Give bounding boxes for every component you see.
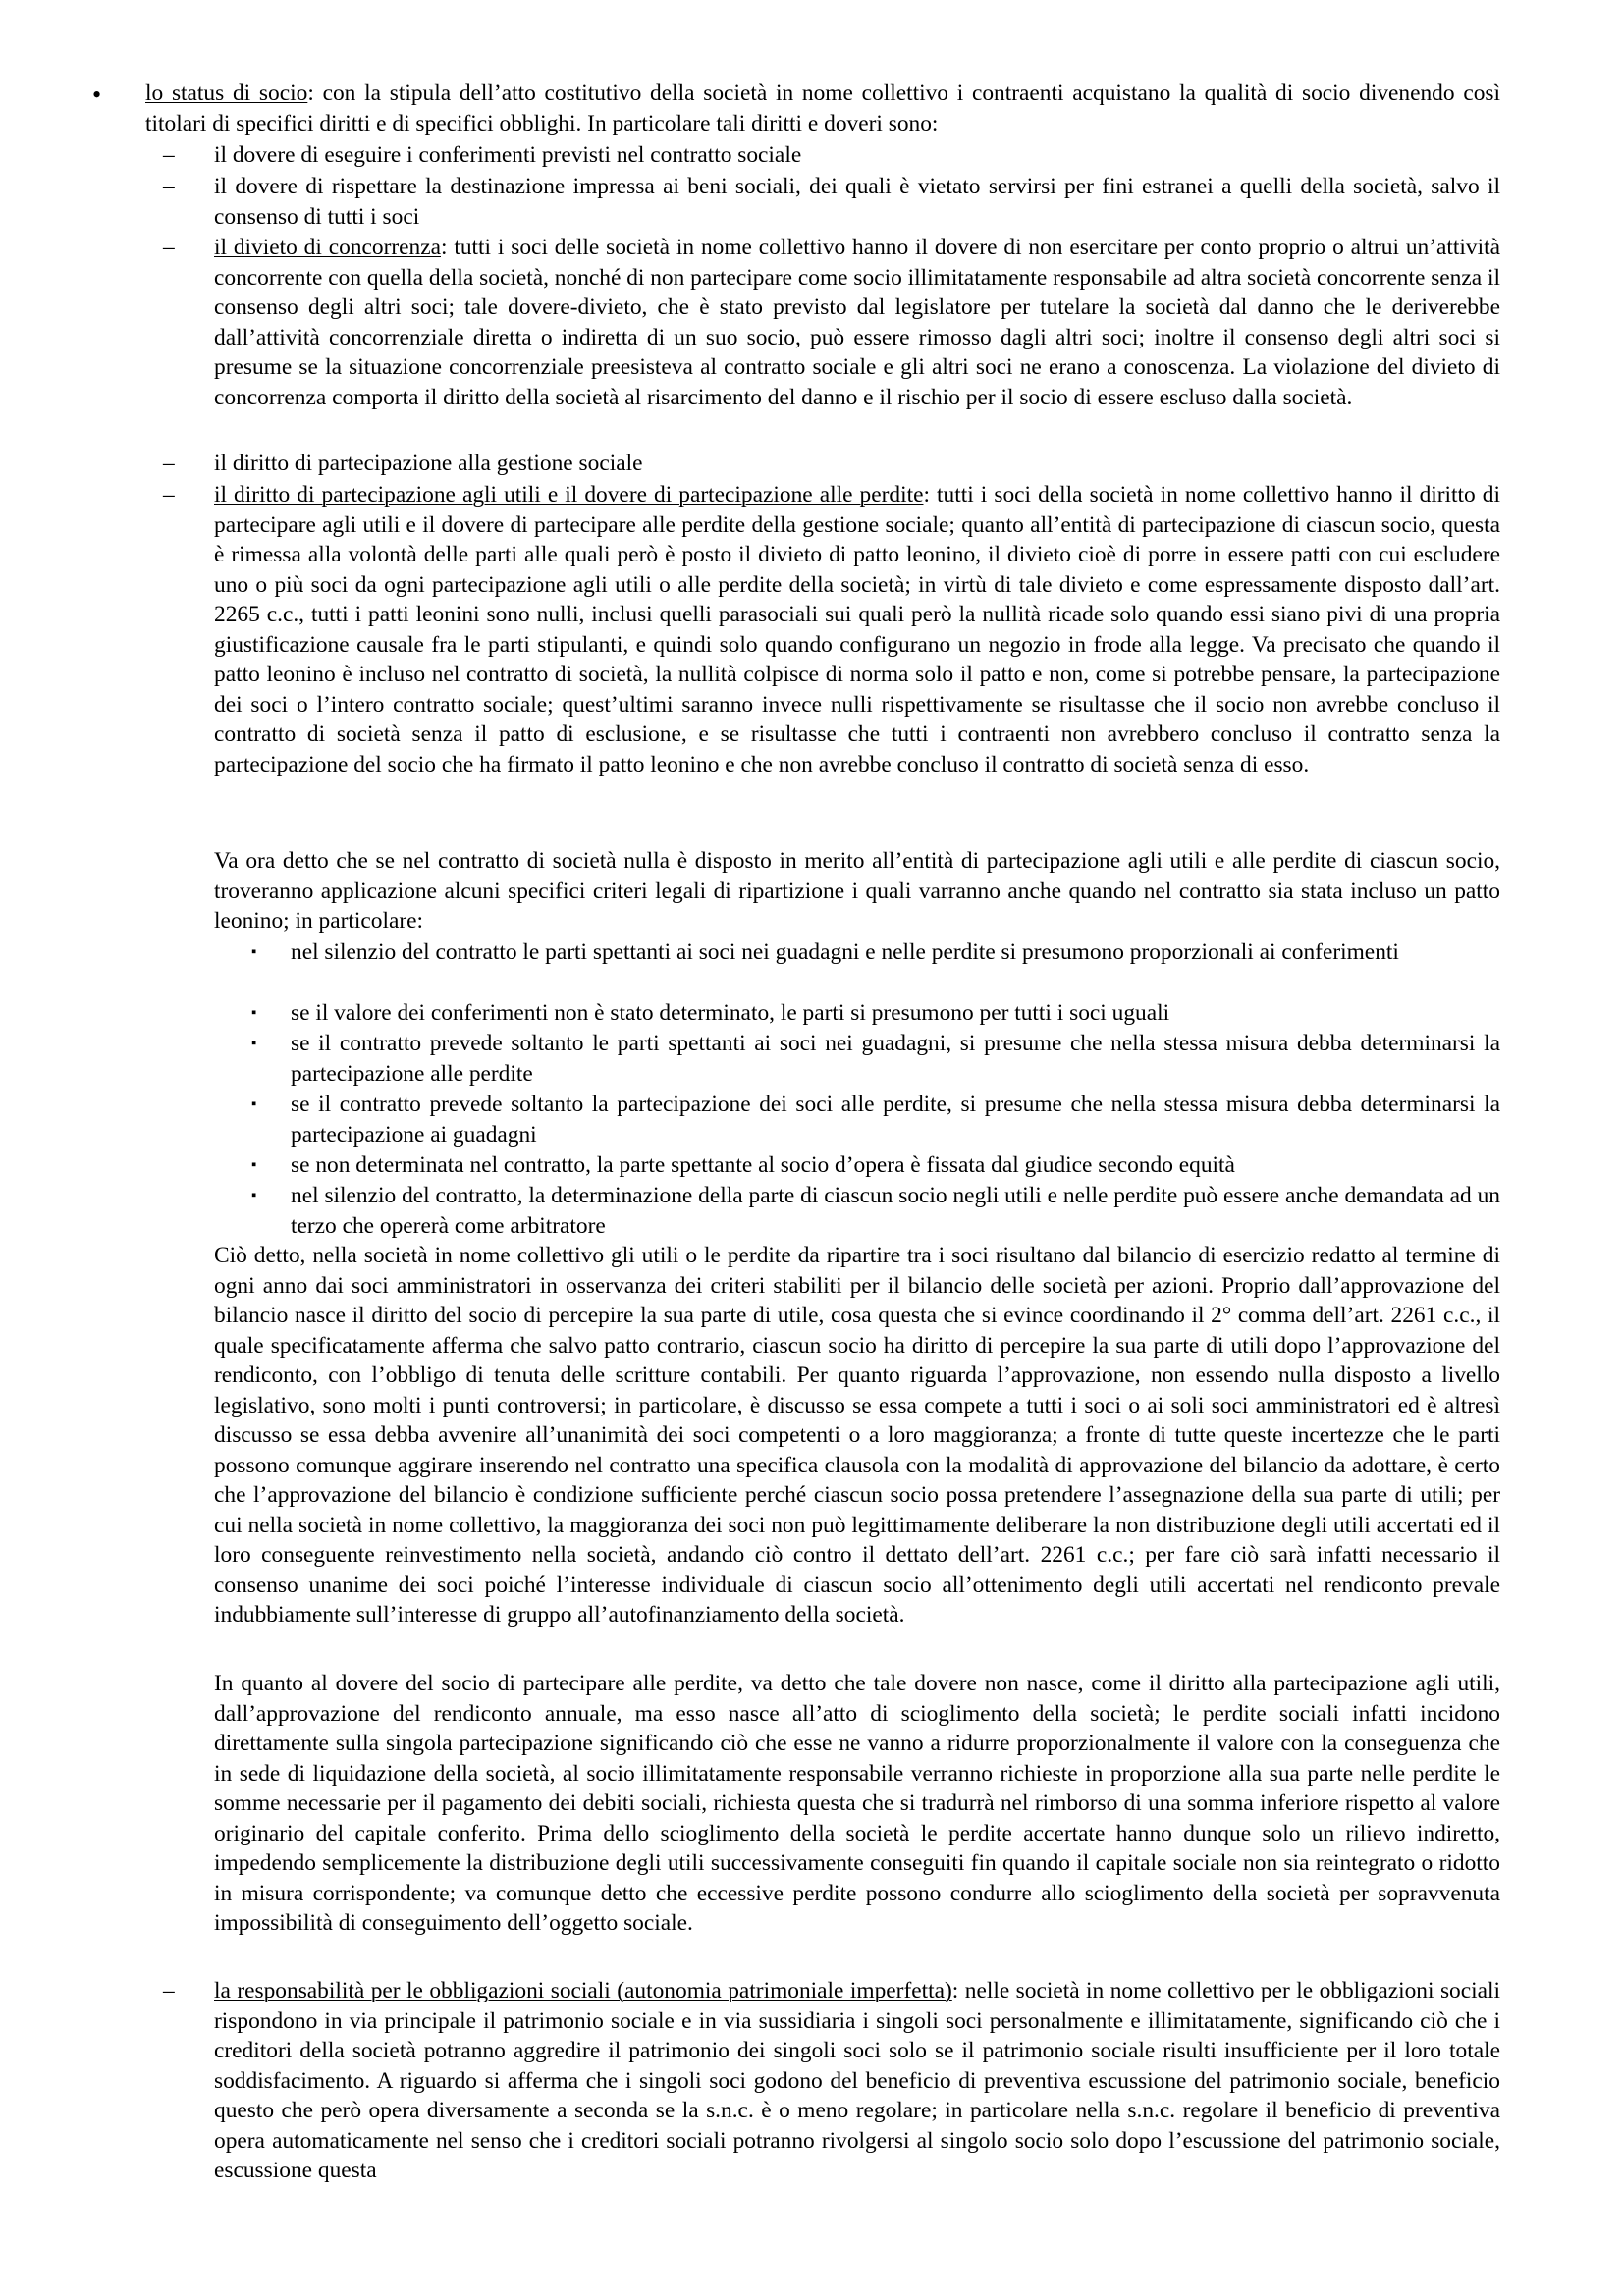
item6-title: la responsabilità per le obbligazioni sociali (autonomia patrimoniale imperfetta)	[214, 1978, 952, 2003]
dash-icon: –	[163, 451, 175, 476]
item6-text: : nelle società in nome collettivo per le obbligazioni sociali rispondono in via principale il patrimonio sociale e in via sussidiaria i singoli soci personalmente e illimitatamente, significando ciò che i creditori della società potranno aggredire il patrimonio dei singoli soci solo se il patrimonio sociale risulti insufficiente per il loro totale soddisfacimento. A riguardo si afferma che i singoli soci godono del beneficio di preventiva escussione del patrimonio sociale, beneficio questo che però opera diversamente a seconda se la s.n.c. è o meno regolare; in particolare nella s.n.c. regolare il beneficio di preventiva opera automaticamente nel senso che i creditori sociali potranno rivolgersi al singolo socio solo dopo l’escussione del patrimonio sociale, escussione questa	[214, 1978, 1501, 2183]
dash-icon: –	[163, 142, 175, 168]
square-bullet-icon: ▪	[251, 1188, 257, 1203]
intro-title: lo status di socio	[145, 80, 308, 106]
item5-paragraph-2: Va ora detto che se nel contratto di società nulla è disposto in merito all’entità di partecipazione agli utili e alle perdite di ciascun socio, troveranno applicazione alcuni specifici criteri legali di ripartizione i quali varranno anche quando nel contratto sia stata incluso un patto leonino; in particolare:	[214, 848, 1500, 934]
item3-title: il divieto di concorrenza	[214, 235, 441, 260]
item5-paragraph-3: Ciò detto, nella società in nome collettivo gli utili o le perdite da ripartire tra i soci risultano dal bilancio di esercizio redatto al termine di ogni anno dai soci amministratori in osservanza dei criteri stabiliti per il bilancio delle società per azioni. Proprio dall’approvazione del bilancio nasce il diritto del socio di percepire la sua parte di utile, cosa questa che si evince coordinando il 2° comma dell’art. 2261 c.c., il quale specificatamente afferma che salvo patto contrario, ciascun socio ha diritto di percepire la sua parte di utili dopo l’approvazione del rendiconto, con l’obbligo di tenuta delle scritture contabili. Per quanto riguarda l’approvazione, non essendo nulla disposto a livello legislativo, sono molti i punti controversi; in particolare, è discusso se essa compete a tutti i soci o ai soli soci amministratori ed è altresì discusso se essa debba avvenire all’unanimità dei soci competenti o a loro maggioranza; a fronte di tutte queste incertezze che le parti possono comunque aggirare inserendo nel contratto una specifica clausola con la modalità di approvazione del bilancio da adottare, è certo che l’approvazione del bilancio è condizione sufficiente perché ciascun socio possa pretendere l’assegnazione della sua parte di utili; per cui nella società in nome collettivo, la maggioranza dei soci non può legittimamente deliberare la non distribuzione degli utili accertati ed il loro conseguente reinvestimento nella società, andando ciò contro il dettato dell’art. 2261 c.c.; per fare ciò sarà infatti necessario il consenso unanime dei soci poiché l’interesse individuale di ciascun socio all’ottenimento degli utili accertati nel rendiconto prevale indubbiamente sull’interesse di gruppo all’autofinanziamento della società.	[214, 1243, 1500, 1628]
list-item-destinazione-beni: il dovere di rispettare la destinazione impressa ai beni sociali, dei quali è vietato servirsi per fini estranei a quelli della società, salvo il consenso di tutti i soci	[214, 174, 1500, 230]
item5-paragraph-4: In quanto al dovere del socio di partecipare alle perdite, va detto che tale dovere non nasce, come il diritto alla partecipazione agli utili, dall’approvazione del rendiconto annuale, ma esso nasce all’atto di scioglimento della società; le perdite sociali infatti incidono direttamente sulla singola partecipazione significando ciò che esse ne vanno a ridurre proporzionalmente il valore con la conseguenza che in sede di liquidazione della società, al socio illimitatamente responsabile verranno richieste in proporzione alla sua parte nelle perdite le somme necessarie per il pagamento dei debiti sociali, richiesta questa che si tradurrà nel rimborso di una somma inferiore rispetto al valore originario del capitale conferito. Prima dello scioglimento della società le perdite accertate hanno dunque solo un rilievo indiretto, impedendo semplicemente la distribuzione degli utili successivamente conseguiti fin quando il capitale sociale non sia reintegrato o ridotto in misura corrispondente; va comunque detto che eccessive perdite possono condurre allo scioglimento della società per sopravvenuta impossibilità di conseguimento dell’oggetto sociale.	[214, 1671, 1500, 1936]
criteria-item: se il contratto prevede soltanto la partecipazione dei soci alle perdite, si presume che nella stessa misura debba determinarsi la partecipazione ai guadagni	[291, 1092, 1500, 1148]
list-item-gestione-sociale: il diritto di partecipazione alla gestione sociale	[214, 451, 643, 476]
criteria-item: se il valore dei conferimenti non è stato determinato, le parti si presumono per tutti i soci uguali	[291, 1000, 1170, 1026]
square-bullet-icon: ▪	[251, 1036, 257, 1051]
item5-text: : tutti i soci della società in nome collettivo hanno il diritto di partecipare agli utili e il dovere di partecipare alle perdite della gestione sociale; quanto all’entità di partecipazione di ciascun socio, questa è rimessa alla volontà delle parti alle quali però è posto il divieto di patto leonino, il divieto cioè di porre in essere patti con cui escludere uno o più soci da ogni partecipazione agli utili o alle perdite della società; in virtù di tale divieto e come espressamente disposto dall’art. 2265 c.c., tutti i patti leonini sono nulli, inclusi quelli parasociali sui quali però la nullità ricade solo quando essi siano pivi di una propria giustificazione causale fra le parti stipulanti, e quindi solo quando configurano un negozio in frode alla legge. Va precisato che quando il patto leonino è incluso nel contratto di società, la nullità colpisce di norma solo il patto e non, come si potrebbe pensare, la partecipazione dei soci o l’intero contratto sociale; quest’ultimi saranno invece nulli rispettivamente se risultasse che il socio non avrebbe concluso il contratto di società senza il patto di esclusione, e se risultasse che tutti i contraenti non avrebbero concluso il contratto senza la partecipazione del socio che ha firmato il patto leonino e che non avrebbe concluso il contratto di società senza di esso.	[214, 482, 1500, 777]
intro-text: : con la stipula dell’atto costitutivo della società in nome collettivo i contraenti acquistano la qualità di socio divenendo così titolari di specifici diritti e di specifici obblighi. In particolare tali diritti e doveri sono:	[145, 80, 1500, 136]
dash-icon: –	[163, 1978, 175, 2003]
list-item-responsabilita	[214, 1976, 1500, 2186]
list-item-conferimenti: il dovere di eseguire i conferimenti previsti nel contratto sociale	[214, 142, 802, 168]
criteria-item: nel silenzio del contratto le parti spettanti ai soci nei guadagni e nelle perdite si presumono proporzionali ai conferimenti	[291, 939, 1399, 965]
square-bullet-icon: ▪	[251, 1005, 257, 1021]
intro-paragraph	[145, 79, 1500, 138]
criteria-item: se non determinata nel contratto, la parte spettante al socio d’opera è fissata dal giudice secondo equità	[291, 1152, 1235, 1178]
bullet-icon: •	[92, 80, 102, 109]
criteria-item: nel silenzio del contratto, la determinazione della parte di ciascun socio negli utili e nelle perdite può essere anche demandata ad un terzo che opererà come arbitratore	[291, 1183, 1500, 1239]
list-item-divieto-concorrenza	[214, 233, 1500, 412]
square-bullet-icon: ▪	[251, 1157, 257, 1173]
item3-text: : tutti i soci delle società in nome collettivo hanno il dovere di non esercitare per conto proprio o altrui un’attività concorrente con quella della società, nonché di non partecipare come socio illimitatamente responsabile ad altra società concorrente senza il consenso degli altri soci; tale dovere-divieto, che è stato previsto dal legislatore per tutelare la società dal danno che le deriverebbe dall’attività concorrenziale diretta o indiretta di un suo socio, può essere rimosso dagli altri soci; inoltre il consenso degli altri soci si presume se la situazione concorrenziale preesisteva al contratto sociale e gli altri soci ne erano a conoscenza. La violazione del divieto di concorrenza comporta il diritto della società al risarcimento del danno e il rischio per il socio di essere escluso dalla società.	[214, 235, 1500, 410]
dash-icon: –	[163, 235, 175, 260]
square-bullet-icon: ▪	[251, 944, 257, 960]
criteria-item: se il contratto prevede soltanto le parti spettanti ai soci nei guadagni, si presume che nella stessa misura debba determinarsi la partecipazione alle perdite	[291, 1031, 1500, 1087]
item5-title: il diritto di partecipazione agli utili e il dovere di partecipazione alle perdite	[214, 482, 924, 507]
list-item-utili-perdite	[214, 480, 1500, 779]
dash-icon: –	[163, 482, 175, 507]
dash-icon: –	[163, 174, 175, 199]
square-bullet-icon: ▪	[251, 1096, 257, 1112]
